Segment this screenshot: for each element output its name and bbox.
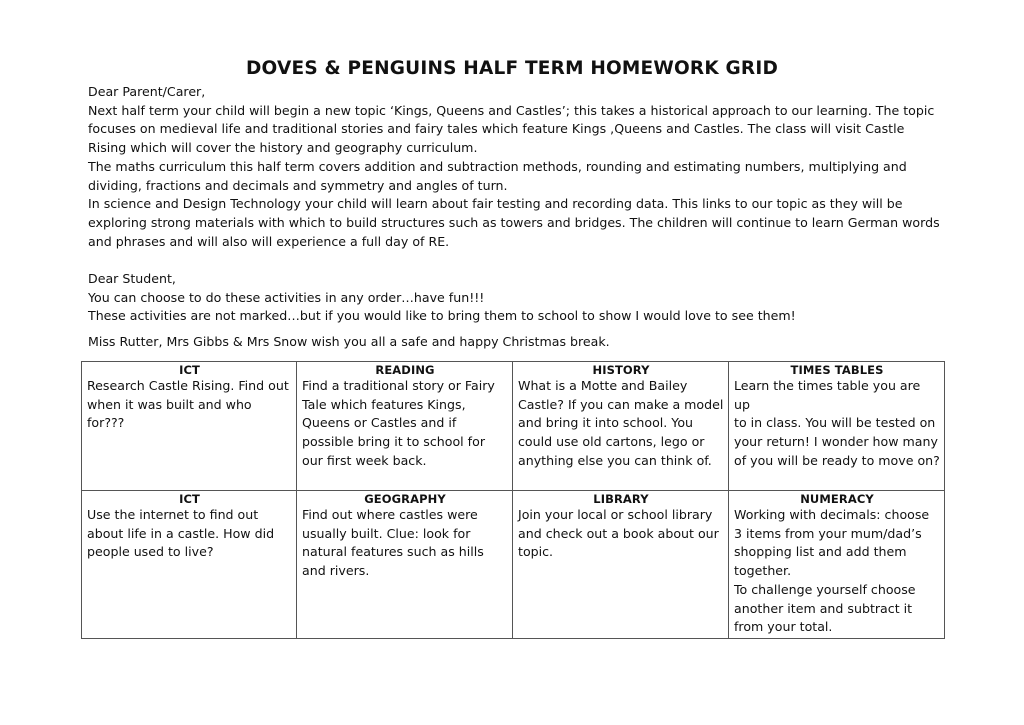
cell-line: Working with decimals: choose: [734, 507, 930, 522]
cell-heading: LIBRARY: [593, 492, 649, 506]
cell-line: and check out a book about our: [518, 525, 719, 541]
letter-line: dividing, fractions and decimals and symmetry and angles of turn.: [88, 177, 508, 193]
cell-line: Research Castle Rising. Find out: [87, 378, 289, 393]
cell-heading: GEOGRAPHY: [364, 492, 446, 506]
cell-heading: TIMES TABLES: [790, 363, 884, 377]
cell-line: another item and subtract it: [734, 600, 913, 616]
cell-line: Find a traditional story or Fairy: [302, 378, 495, 393]
greeting-parent: Dear Parent/Carer,: [88, 84, 206, 99]
cell-heading: HISTORY: [592, 363, 650, 377]
cell-line: What is a Motte and Bailey: [518, 378, 688, 393]
letter-line: These activities are not marked…but if you would like to bring them to school to show I would love to see them!: [88, 308, 796, 324]
cell-line: Join your local or school library: [518, 507, 713, 522]
page-title: DOVES & PENGUINS HALF TERM HOMEWORK GRID: [246, 58, 778, 79]
greeting-student: Dear Student,: [88, 271, 176, 287]
cell-line: Find out where castles were: [302, 507, 478, 522]
grid-row: [82, 362, 945, 491]
cell-line: from your total.: [734, 619, 833, 635]
cell-line: possible bring it to school for: [302, 434, 485, 450]
cell-line: our first week back.: [302, 452, 427, 468]
letter-line: and phrases and will also will experience a full day of RE.: [88, 233, 450, 249]
cell-line: 3 items from your mum/dad’s: [734, 525, 922, 541]
letter-line: Next half term your child will begin a new topic ‘Kings, Queens and Castles’; this takes a historical approach to our learning. The topic: [88, 102, 935, 118]
parent-letter: [88, 83, 948, 326]
cell-line: and bring it into school. You: [518, 415, 694, 431]
cell-heading: READING: [375, 363, 435, 377]
cell-line: shopping list and add them: [734, 544, 907, 560]
grid-cell-library: [513, 491, 729, 639]
signoff: Miss Rutter, Mrs Gibbs & Mrs Snow wish you all a safe and happy Christmas break.: [88, 334, 610, 349]
letter-line: In science and Design Technology your child will learn about fair testing and recording data. This links to our topic as they will be: [88, 196, 903, 212]
cell-line: to in class. You will be tested on: [734, 415, 936, 431]
cell-line: natural features such as hills: [302, 544, 484, 560]
cell-line: about life in a castle. How did: [87, 525, 275, 541]
grid-cell-reading: [297, 362, 513, 491]
cell-line: together.: [734, 563, 792, 579]
letter-line: focuses on medieval life and traditional stories and fairy tales which feature Kings ,Queens and Castles. The class will visit Castle: [88, 121, 905, 137]
grid-cell-geography: [297, 491, 513, 639]
grid-cell-ict: [82, 362, 297, 491]
homework-grid: [81, 361, 945, 639]
grid-cell-numeracy: [729, 491, 945, 639]
cell-heading: ICT: [179, 492, 200, 506]
grid-cell-times-tables: [729, 362, 945, 491]
letter-line: Rising which will cover the history and geography curriculum.: [88, 140, 478, 156]
letter-line: The maths curriculum this half term covers addition and subtraction methods, rounding and estimating numbers, multiplying and: [88, 158, 907, 174]
grid-row: [82, 491, 945, 639]
cell-line: when it was built and who: [87, 396, 252, 412]
cell-line: anything else you can think of.: [518, 452, 712, 468]
cell-line: Use the internet to find out: [87, 507, 259, 522]
letter-line: You can choose to do these activities in any order…have fun!!!: [88, 289, 485, 305]
cell-line: topic.: [518, 544, 554, 560]
cell-line: Queens or Castles and if: [302, 415, 457, 431]
cell-line: your return! I wonder how many: [734, 434, 938, 450]
cell-line: Castle? If you can make a model: [518, 396, 724, 412]
grid-cell-ict: [82, 491, 297, 639]
cell-line: Learn the times table you are up: [734, 378, 921, 412]
cell-heading: ICT: [179, 363, 200, 377]
cell-line: for???: [87, 415, 125, 431]
paragraph-spacer: [88, 251, 948, 270]
cell-line: To challenge yourself choose: [734, 581, 916, 597]
cell-line: of you will be ready to move on?: [734, 452, 940, 468]
cell-heading: NUMERACY: [800, 492, 874, 506]
cell-line: usually built. Clue: look for: [302, 525, 471, 541]
cell-line: Tale which features Kings,: [302, 396, 466, 412]
cell-line: people used to live?: [87, 544, 214, 560]
cell-line: and rivers.: [302, 563, 370, 579]
grid-cell-history: [513, 362, 729, 491]
letter-line: exploring strong materials with which to build structures such as towers and bridges. The children will continue to learn German words: [88, 214, 940, 230]
cell-line: could use old cartons, lego or: [518, 434, 705, 450]
